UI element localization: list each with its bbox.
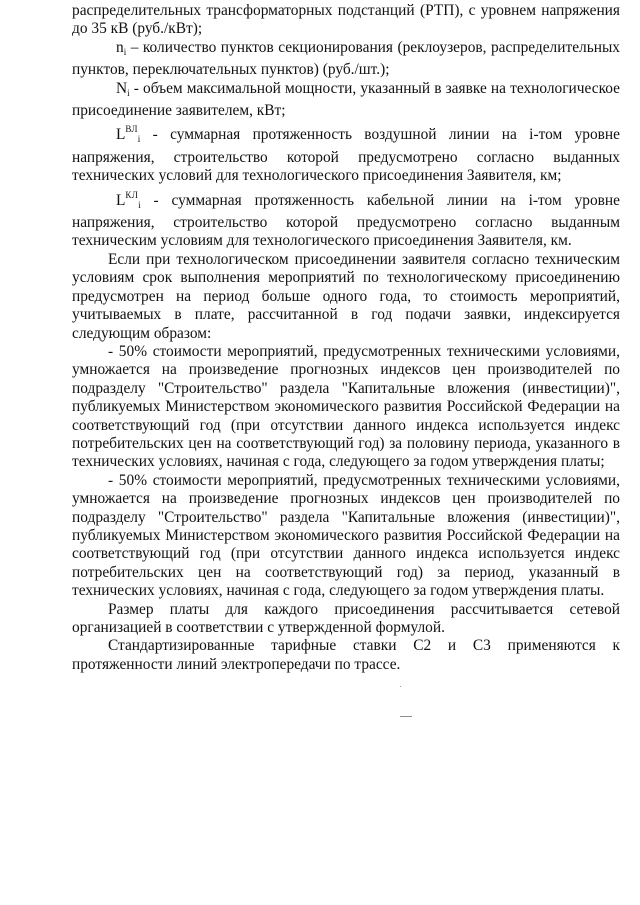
symbol-L-kl-subscript: i [138, 199, 141, 210]
scan-dash-mark [400, 716, 412, 717]
paragraph-Ni-definition [72, 80, 620, 121]
symbol-L-vl: L [116, 126, 126, 144]
paragraph-indexation-intro: Если при технологическом присоединении заявителя согласно техническим условиям срок выполнения мероприятий по технологическому присоединению предусмотрен на период больше одного года, то стоимость мероприятий, учитываемых в плате, рассчитанной в год подачи заявки, индексируется следующим образом: [72, 250, 620, 342]
paragraph-indexation-half-period: - 50% стоимости мероприятий, предусмотренных техническими условиями, умножается на произведение прогнозных индексов цен производителей по подразделу "Строительство" раздела "Капитальные вложения (инвестиции)", публикуемых Министерством экономического развития Российской Федерации на соответствующий год (при отсутствии данного индекса используется индекс потребительских цен на соответствующий год) за половину периода, указанного в технических условиях, начиная с года, следующего за годом утверждения платы; [72, 342, 620, 471]
scan-speck [400, 686, 401, 687]
L-kl-definition-text: - суммарная протяженность кабельной линии на i-том уровне напряжения, строительство которой предусмотрено согласно выданным техническим условиям для технологического присоединения Заявителя, км. [72, 191, 620, 250]
symbol-n-subscript: i [123, 46, 127, 57]
paragraph-fee-size: Размер платы для каждого присоединения рассчитывается сетевой организацией в соответствии с утвержденной формулой. [72, 600, 620, 636]
ni-definition-text: – количество пунктов секционирования (реклоузеров, распределительных пунктов, переключательных пунктов) (руб./шт.); [72, 38, 620, 79]
symbol-L-vl-subscript: i [137, 134, 141, 145]
paragraph-L-kl-definition [72, 186, 620, 251]
paragraph-standard-rates: Стандартизированные тарифные ставки С2 и С3 применяются к протяженности линий электропередачи по трассе. [72, 637, 620, 673]
L-vl-definition-text: - суммарная протяженность воздушной линии на i-том уровне напряжения, строительство которой предусмотрено согласно выданных технических условий для технологического присоединения Заявителя, км; [72, 126, 620, 185]
symbol-N: N [116, 79, 128, 97]
symbol-L-vl-superscript: ВЛ [125, 124, 138, 135]
paragraph-L-vl-definition [72, 120, 620, 185]
symbol-N-subscript: i [127, 87, 130, 98]
paragraph-rtp-continuation: распределительных трансформаторных подстанций (РТП), с уровнем напряжения до 35 кВ (руб./кВт); [72, 2, 620, 38]
paragraph-ni-definition [72, 39, 620, 80]
Ni-definition-text: - объем максимальной мощности, указанный в заявке на технологическое присоединение заявителем, кВт; [72, 79, 620, 120]
symbol-L-kl: L [116, 191, 126, 209]
document-body [72, 2, 620, 674]
symbol-n: n [116, 38, 124, 56]
symbol-L-kl-superscript: КЛ [125, 189, 139, 200]
paragraph-indexation-full-period: - 50% стоимости мероприятий, предусмотренных техническими условиями, умножается на произведение прогнозных индексов цен производителей по подразделу "Строительство" раздела "Капитальные вложения (инвестиции)", публикуемых Министерством экономического развития Российской Федерации на соответствующий год (при отсутствии данного индекса используется индекс потребительских цен на соответствующий год) за период, указанный в технических условиях, начиная с года, следующего за годом утверждения платы. [72, 471, 620, 600]
